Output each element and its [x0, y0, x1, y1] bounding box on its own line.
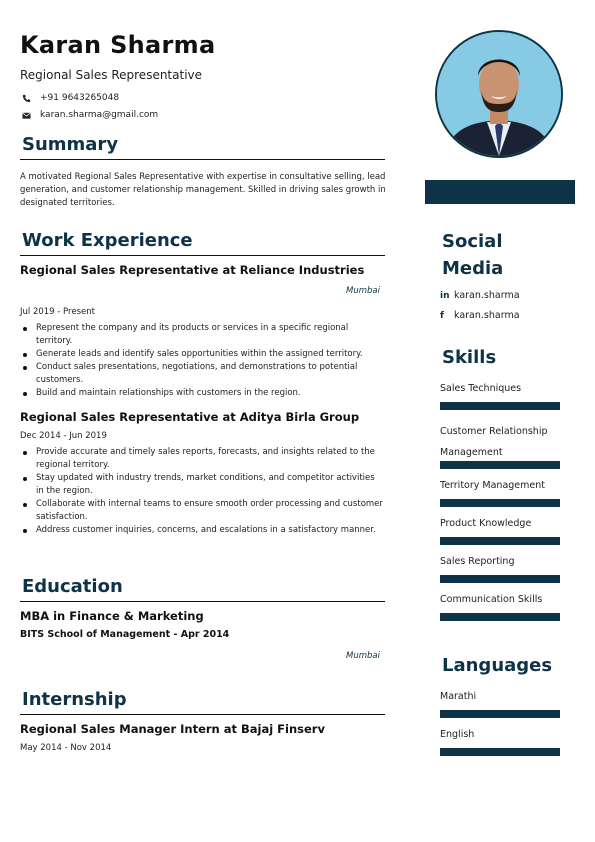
- list-item: Provide accurate and timely sales reports, forecasts, and insights related to the regional territory.: [20, 446, 384, 472]
- skill-bar: [440, 461, 560, 469]
- social-heading-line2: Media: [442, 258, 504, 279]
- internship-heading: Internship: [22, 689, 127, 710]
- skill-bar: [440, 537, 560, 545]
- facebook-handle: karan.sharma: [454, 310, 520, 321]
- list-item: Conduct sales presentations, negotiations, and demonstrations to potential customers.: [20, 361, 384, 387]
- internship-divider: [20, 714, 385, 715]
- education-location: Mumbai: [346, 651, 380, 661]
- job-location: Mumbai: [346, 286, 380, 296]
- summary-heading: Summary: [22, 134, 119, 155]
- skills-heading: Skills: [442, 347, 497, 368]
- skill-label-line1: Customer Relationship: [440, 426, 548, 437]
- list-item: Stay updated with industry trends, market conditions, and competitor activities in the region.: [20, 472, 384, 498]
- social-heading-line1: Social: [442, 231, 503, 252]
- job-dates: Dec 2014 - Jun 2019: [20, 431, 107, 441]
- degree-title: MBA in Finance & Marketing: [20, 609, 204, 623]
- education-heading: Education: [22, 576, 123, 597]
- skill-label: [440, 421, 547, 463]
- skill-label: Sales Reporting: [440, 556, 515, 567]
- list-item: Represent the company and its products or services in a specific regional territory.: [20, 322, 384, 348]
- linkedin-link[interactable]: [440, 290, 520, 301]
- job-bullets: [20, 446, 384, 537]
- envelope-icon: [22, 111, 31, 120]
- language-bar: [440, 748, 560, 756]
- internship-dates: May 2014 - Nov 2014: [20, 743, 112, 753]
- summary-text: A motivated Regional Sales Representative with expertise in consultative selling, lead generation, and customer relationship management. Skilled in driving sales growth in designated territories.: [20, 172, 386, 208]
- list-item: Generate leads and identify sales opportunities within the assigned territory.: [20, 348, 384, 361]
- skill-bar: [440, 613, 560, 621]
- email-text: karan.sharma@gmail.com: [40, 110, 159, 120]
- facebook-icon: f: [440, 310, 444, 321]
- skill-label: Product Knowledge: [440, 518, 532, 529]
- job-title: Regional Sales Representative at Reliance Industries: [20, 263, 365, 277]
- skill-label-line2: Management: [440, 447, 503, 458]
- summary-divider: [20, 159, 385, 160]
- linkedin-handle: karan.sharma: [454, 290, 520, 301]
- job-bullets: [20, 322, 384, 400]
- list-item: Address customer inquiries, concerns, and escalations in a satisfactory manner.: [20, 524, 384, 537]
- work-divider: [20, 255, 385, 256]
- language-bar: [440, 710, 560, 718]
- skill-bar: [440, 575, 560, 583]
- internship-role: Regional Sales Manager Intern at Bajaj Finserv: [20, 722, 325, 736]
- school-name: BITS School of Management - Apr 2014: [20, 629, 230, 640]
- skill-label: Territory Management: [440, 480, 545, 491]
- job-title: Regional Sales Representative at Aditya Birla Group: [20, 410, 360, 424]
- linkedin-icon: in: [440, 290, 450, 301]
- accent-bar: [425, 180, 575, 204]
- skill-label: Sales Techniques: [440, 383, 522, 394]
- language-label: English: [440, 729, 475, 740]
- facebook-link[interactable]: [440, 310, 520, 321]
- candidate-name: Karan Sharma: [20, 31, 216, 59]
- job-dates: Jul 2019 - Present: [20, 307, 95, 317]
- education-divider: [20, 601, 385, 602]
- email-contact: [22, 110, 158, 120]
- skill-bar: [440, 499, 560, 507]
- language-label: Marathi: [440, 691, 477, 702]
- portrait-image: [437, 32, 561, 156]
- skill-bar: [440, 402, 560, 410]
- skill-label: Communication Skills: [440, 594, 543, 605]
- candidate-role: Regional Sales Representative: [20, 68, 203, 82]
- work-heading: Work Experience: [22, 230, 193, 251]
- phone-icon: [22, 94, 31, 103]
- profile-photo: [435, 30, 563, 158]
- list-item: Collaborate with internal teams to ensure smooth order processing and customer satisfaction.: [20, 498, 384, 524]
- phone-contact: [22, 93, 119, 103]
- social-heading: [442, 228, 503, 282]
- languages-heading: Languages: [442, 655, 553, 676]
- phone-text: +91 9643265048: [40, 93, 120, 103]
- list-item: Build and maintain relationships with customers in the region.: [20, 387, 384, 400]
